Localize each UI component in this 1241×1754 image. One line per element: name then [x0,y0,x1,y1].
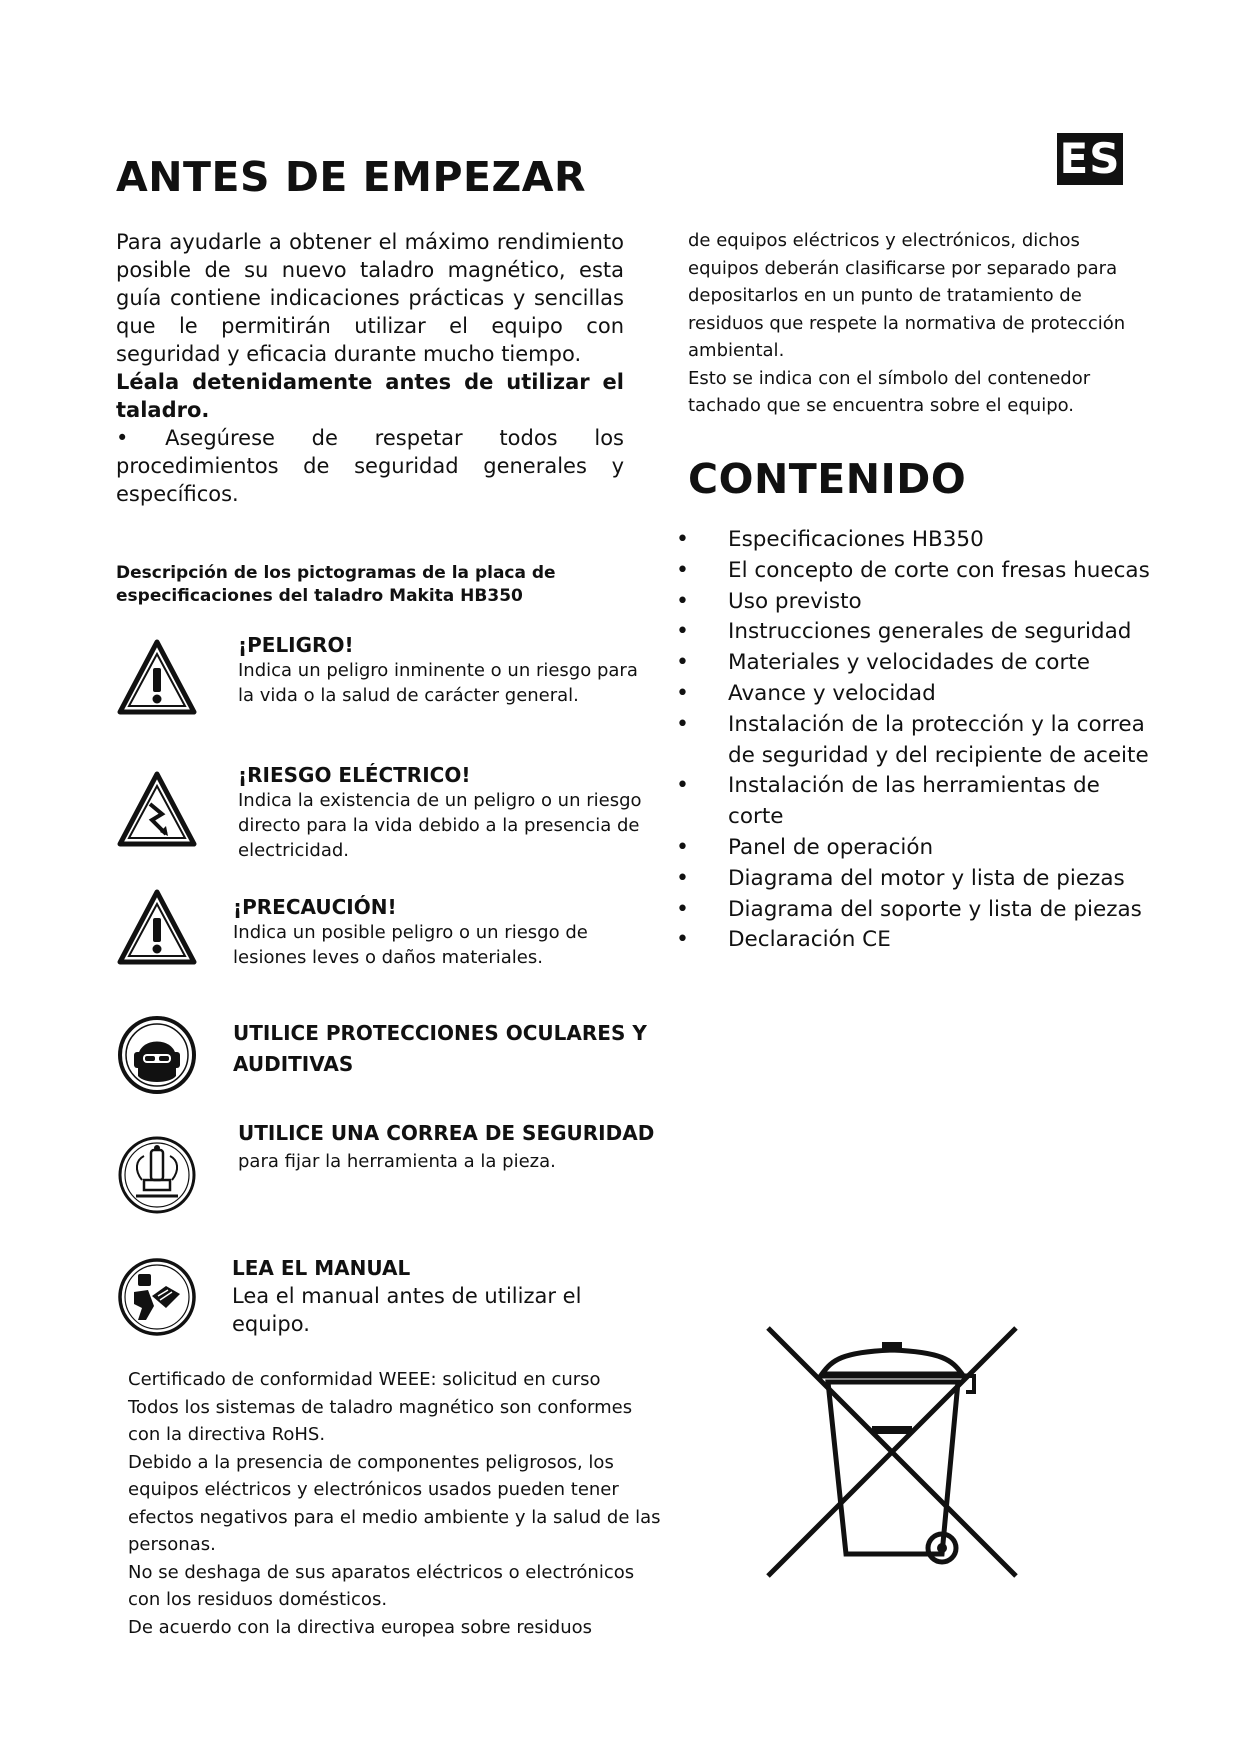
contents-item: • Especificaciones HB350 [676,525,1156,556]
caution-triangle-icon [116,886,198,968]
pictogram-title: UTILICE PROTECCIONES OCULARES Y AUDITIVAS [233,1021,647,1076]
weee-line: con la directiva RoHS. [128,1424,326,1445]
pictogram-desc: Indica un posible peligro o un riesgo de lesiones leves o daños materiales. [233,922,588,968]
pictogram-desc: Indica la existencia de un peligro o un riesgo directo para la vida debido a la presencia de electricidad. [238,790,642,861]
pictogram-title: LEA EL MANUAL [232,1256,411,1280]
weee-line: con los residuos domésticos. [128,1589,388,1610]
pictogram-safety-strap [116,1118,656,1228]
contents-item: • El concepto de corte con fresas huecas [676,556,1156,587]
contents-item: • Diagrama del soporte y lista de piezas [676,895,1156,926]
contents-item: • Diagrama del motor y lista de piezas [676,864,1156,895]
contents-heading: CONTENIDO [688,455,967,503]
weee-line: No se deshaga de sus aparatos eléctricos o electrónicos [128,1561,635,1583]
contents-item: • Instalación de la protección y la correa de seguridad y del recipiente de aceite [676,710,1156,772]
pictogram-danger [116,634,656,744]
pictogram-eye-ear-protection [116,1010,656,1100]
contents-item: • Panel de operación [676,833,1156,864]
contents-list [676,525,1156,956]
weee-line: Esto se indica con el símbolo del contenedor [688,367,1091,389]
pictogram-desc: Indica un peligro inminente o un riesgo para la vida o la salud de carácter general. [238,660,638,706]
intro-bullet: • Asegúrese de respetar todos los procedimientos de seguridad generales y específicos. [116,426,624,506]
weee-line: Certificado de conformidad WEEE: solicitud en curso [128,1369,601,1390]
contents-item: • Uso previsto [676,587,1156,618]
pictogram-title: ¡PELIGRO! [238,633,354,657]
intro-bold-note: Léala detenidamente antes de utilizar el taladro. [116,370,624,422]
weee-line: equipos eléctricos y electrónicos usados pueden tener [128,1479,619,1500]
weee-line: tachado que se encuentra sobre el equipo. [688,395,1075,416]
pictogram-title: ¡PRECAUCIÓN! [233,895,397,919]
pictogram-title: ¡RIESGO ELÉCTRICO! [238,763,471,787]
weee-line: residuos que respete la normativa de protección [688,312,1126,334]
weee-line: equipos deberán clasificarse por separado para [688,257,1118,279]
intro-section [116,228,624,508]
pictogram-desc: para fijar la herramienta a la pieza. [238,1151,556,1172]
page-title: ANTES DE EMPEZAR [116,153,587,201]
read-manual-icon [116,1256,198,1338]
pictogram-electric-risk [116,763,656,878]
weee-text-continued [688,227,1148,420]
electric-risk-icon [116,768,198,850]
eye-ear-protection-icon [116,1014,198,1096]
weee-line: ambiental. [688,340,785,361]
pictogram-title: UTILICE UNA CORREA DE SEGURIDAD [238,1121,655,1145]
pictogram-title-line: Descripción de los pictogramas de la placa de [116,563,556,583]
danger-triangle-icon [116,636,198,718]
pictogram-section-title [116,562,636,608]
intro-paragraph: Para ayudarle a obtener el máximo rendimiento posible de su nuevo taladro magnético, esta guía contiene indicaciones prácticas y sencillas que le permitirán utilizar el equipo con seguridad y eficacia durante mucho tiempo. [116,230,624,366]
pictogram-caution [116,886,656,986]
weee-line: personas. [128,1534,216,1555]
weee-line: efectos negativos para el medio ambiente y la salud de las [128,1506,661,1528]
contents-item: • Instrucciones generales de seguridad [676,617,1156,648]
weee-line: Debido a la presencia de componentes peligrosos, los [128,1451,614,1473]
contents-item: • Avance y velocidad [676,679,1156,710]
safety-strap-icon [116,1134,198,1216]
pictogram-read-manual [116,1256,656,1346]
weee-line: depositarlos en un punto de tratamiento de [688,285,1082,306]
weee-line: Todos los sistemas de taladro magnético son conformes [128,1396,633,1418]
contents-item: • Materiales y velocidades de corte [676,648,1156,679]
pictogram-desc: Lea el manual antes de utilizar el equipo. [232,1284,582,1336]
language-badge: ES [1057,133,1123,185]
weee-text [128,1366,668,1641]
weee-line: de equipos eléctricos y electrónicos, dichos [688,230,1080,251]
contents-item: • Declaración CE [676,925,1156,956]
pictogram-title-line: especificaciones del taladro Makita HB350 [116,586,523,606]
contents-item: • Instalación de las herramientas de corte [676,771,1156,833]
crossed-bin-icon [762,1322,1022,1584]
weee-line: De acuerdo con la directiva europea sobre residuos [128,1616,593,1638]
